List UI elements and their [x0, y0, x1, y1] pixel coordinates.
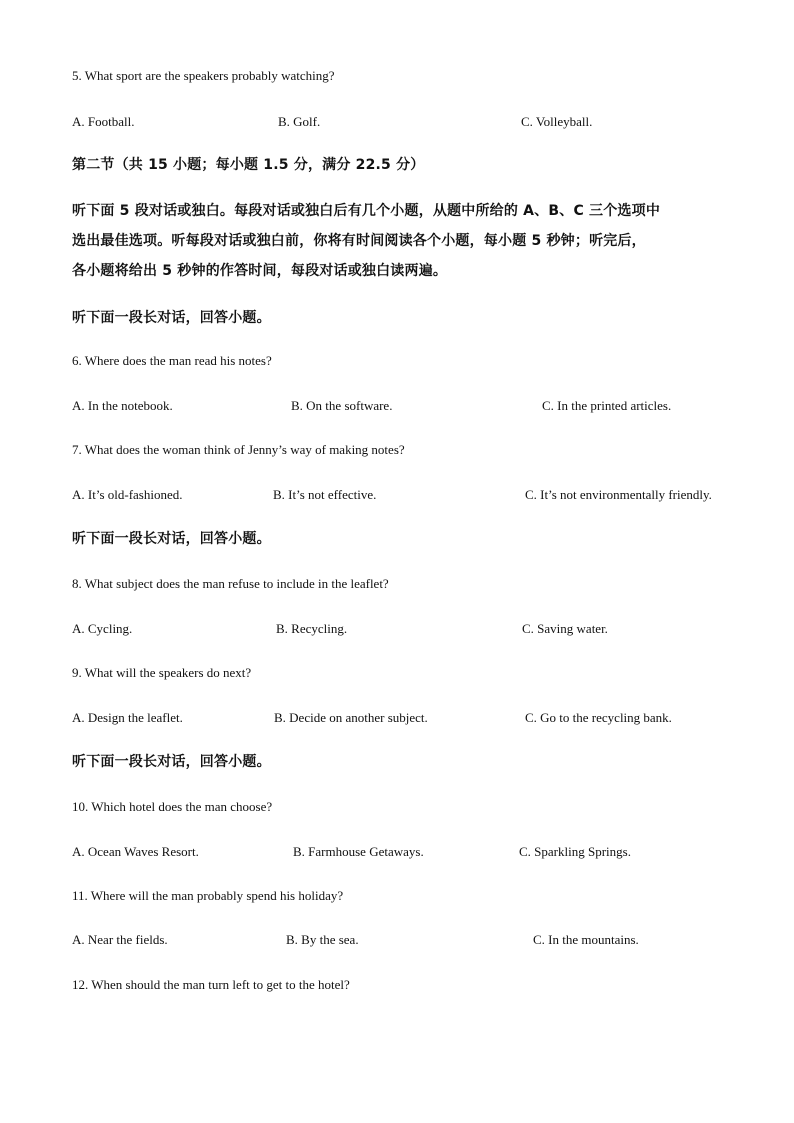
q6-option-c: C. In the printed articles.: [542, 398, 672, 413]
question-7: 7. What does the woman think of Jenny’s way of making notes?: [72, 442, 405, 457]
q5-option-b: B. Golf.: [278, 114, 321, 129]
q10-option-a: A. Ocean Waves Resort.: [72, 844, 199, 859]
q6-option-a: A. In the notebook.: [72, 398, 173, 413]
q7-option-c: C. It’s not environmentally friendly.: [525, 487, 712, 502]
q6-option-b: B. On the software.: [291, 398, 393, 413]
q5-option-a: A. Football.: [72, 114, 135, 129]
q11-option-a: A. Near the fields.: [72, 932, 168, 947]
q11-option-b: B. By the sea.: [286, 932, 359, 947]
section-2-instructions-line-2: 选出最佳选项。听每段对话或独白前，你将有时间阅读各个小题，每小题 5 秒钟；听完后，: [72, 233, 646, 249]
section-2-heading: 第二节（共 15 小题；每小题 1.5 分，满分 22.5 分）: [72, 157, 425, 173]
q8-option-b: B. Recycling.: [276, 621, 348, 636]
question-12: 12. When should the man turn left to get to the hotel?: [72, 977, 350, 992]
question-9: 9. What will the speakers do next?: [72, 665, 252, 680]
section-2-instructions-line-3: 各小题将给出 5 秒钟的作答时间，每段对话或独白读两遍。: [72, 263, 448, 279]
q9-option-a: A. Design the leaflet.: [72, 710, 183, 725]
section-2-instructions-line-1: 听下面 5 段对话或独白。每段对话或独白后有几个小题，从题中所给的 A、B、C 三个选项中: [72, 203, 661, 219]
q5-option-c: C. Volleyball.: [521, 114, 593, 129]
dialog-prompt-2: 听下面一段长对话，回答小题。: [72, 531, 271, 547]
question-5: 5. What sport are the speakers probably watching?: [72, 68, 335, 83]
dialog-prompt-1: 听下面一段长对话，回答小题。: [72, 310, 271, 326]
q11-option-c: C. In the mountains.: [533, 932, 639, 947]
question-10: 10. Which hotel does the man choose?: [72, 799, 273, 814]
q7-option-b: B. It’s not effective.: [273, 487, 377, 502]
q8-option-c: C. Saving water.: [522, 621, 608, 636]
question-8: 8. What subject does the man refuse to include in the leaflet?: [72, 576, 389, 591]
question-6: 6. Where does the man read his notes?: [72, 353, 272, 368]
dialog-prompt-3: 听下面一段长对话，回答小题。: [72, 754, 271, 770]
q9-option-b: B. Decide on another subject.: [274, 710, 428, 725]
q10-option-b: B. Farmhouse Getaways.: [293, 844, 424, 859]
q8-option-a: A. Cycling.: [72, 621, 133, 636]
q7-option-a: A. It’s old-fashioned.: [72, 487, 183, 502]
question-11: 11. Where will the man probably spend his holiday?: [72, 888, 344, 903]
q9-option-c: C. Go to the recycling bank.: [525, 710, 672, 725]
q10-option-c: C. Sparkling Springs.: [519, 844, 631, 859]
